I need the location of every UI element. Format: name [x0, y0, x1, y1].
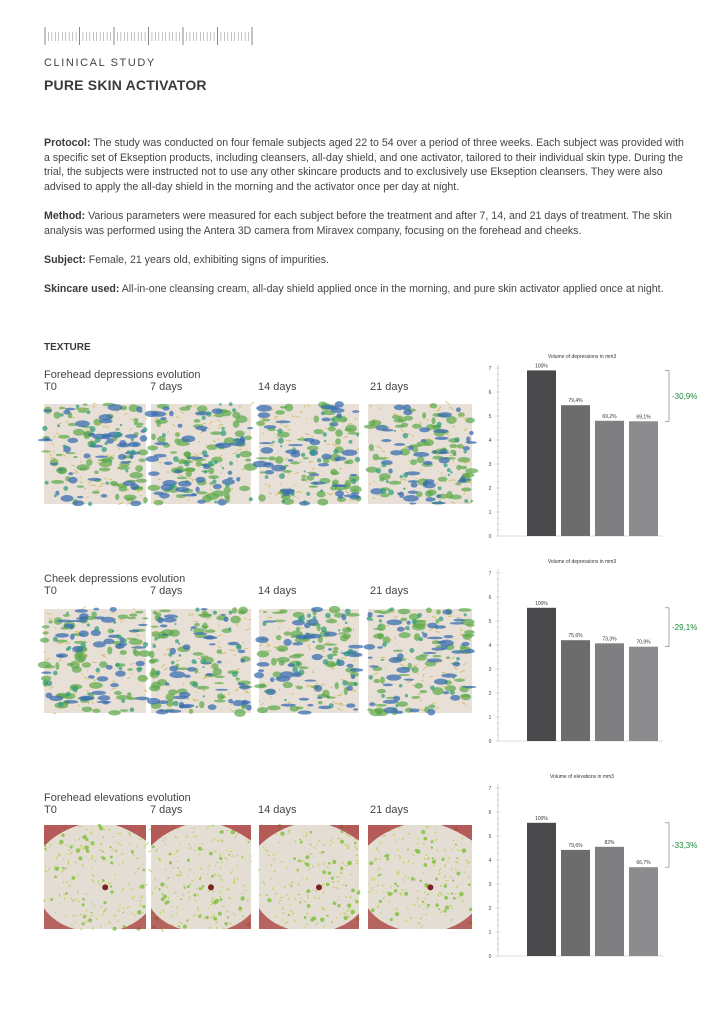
- y-tick-label: 4: [488, 437, 492, 444]
- time-label: 21 days: [370, 381, 409, 393]
- method-paragraph: Method: Various parameters were measured for each subject before the treatment and after 7, 14, and 21 days of treatment. The skin analysis was performed using the Antera 3D camera from Miravex company, focusing on the forehead and cheeks.: [44, 210, 672, 237]
- skin-scan-image: [151, 825, 251, 929]
- bar-chart-svg: [478, 350, 698, 540]
- bar-data-label: 69,2%: [602, 413, 617, 420]
- time-label: 14 days: [258, 381, 297, 393]
- bar-data-label: 79,6%: [568, 842, 583, 849]
- bar-data-label: 70,9%: [636, 639, 651, 646]
- bar: [561, 640, 590, 741]
- y-tick-label: 4: [488, 857, 492, 864]
- time-label: T0: [44, 381, 57, 393]
- bar: [527, 823, 556, 956]
- eyebrow-label: CLINICAL STUDY: [44, 57, 156, 69]
- bar-chart-svg: [478, 555, 698, 745]
- skin-scan-image: [259, 609, 359, 713]
- skin-scan-image: [259, 404, 359, 504]
- time-label: 7 days: [150, 381, 183, 393]
- forehead-elevations-block: [44, 792, 474, 818]
- time-label: 21 days: [370, 585, 409, 597]
- time-labels: [44, 381, 474, 395]
- chart-title: Volume of depressions in mm3: [547, 559, 617, 565]
- bar-data-label: 100%: [535, 815, 548, 822]
- protocol-paragraph: Protocol: The study was conducted on four female subjects aged 22 to 54 over a period of three weeks. Each subject was provided with a specific set of Ekseption products, including cleansers, all-day shield, and one activator, tailored to their individual skin type. During the trial, the subjects were instructed not to use any other skincare products and to exclusively use Ekseption cleansers. They were also advised to apply the all-day shield in the morning and the activator once per day at night.: [44, 137, 684, 193]
- section-title: TEXTURE: [44, 342, 91, 353]
- bar-data-label: 100%: [535, 600, 548, 607]
- y-tick-label: 5: [488, 833, 492, 840]
- time-label: 14 days: [258, 804, 297, 816]
- time-label: 7 days: [150, 585, 183, 597]
- bar: [595, 847, 624, 956]
- y-tick-label: 6: [488, 594, 492, 601]
- bar-data-label: 82%: [604, 839, 615, 846]
- bar: [595, 421, 624, 536]
- bar-data-label: 79,4%: [568, 398, 583, 405]
- block-title: Forehead elevations evolution: [44, 792, 191, 804]
- bar: [595, 643, 624, 741]
- time-label: 21 days: [370, 804, 409, 816]
- time-label: T0: [44, 804, 57, 816]
- y-tick-label: 2: [488, 485, 492, 492]
- y-tick-label: 1: [488, 509, 492, 516]
- change-bracket: [665, 823, 669, 867]
- y-tick-label: 1: [488, 929, 492, 936]
- forehead-depressions-block: [44, 369, 474, 395]
- bar: [629, 647, 658, 741]
- subject-paragraph: Subject: Female, 21 years old, exhibiting signs of impurities.: [44, 254, 329, 266]
- bar-data-label: 73,3%: [602, 636, 617, 643]
- chart-title: Volume of elevations in mm3: [550, 774, 614, 780]
- y-tick-label: 3: [488, 461, 492, 468]
- bar: [527, 608, 556, 741]
- y-tick-label: 7: [488, 365, 492, 372]
- skin-scan-image: [368, 825, 472, 929]
- thumbnail-row: [44, 609, 474, 713]
- bar-data-label: 66,7%: [636, 860, 651, 867]
- y-tick-label: 3: [488, 666, 492, 673]
- y-tick-label: 7: [488, 785, 492, 792]
- block-title: Cheek depressions evolution: [44, 573, 186, 585]
- bar-data-label: 100%: [535, 363, 548, 370]
- y-tick-label: 6: [488, 389, 492, 396]
- y-tick-label: 5: [488, 413, 492, 420]
- y-tick-label: 1: [488, 714, 492, 721]
- time-labels: [44, 804, 474, 818]
- bar-chart-svg: [478, 770, 698, 960]
- skin-scan-image: [368, 404, 472, 504]
- bar: [527, 370, 556, 536]
- change-label: -30,9%: [672, 391, 698, 401]
- y-tick-label: 0: [488, 953, 492, 960]
- change-label: -29,1%: [672, 623, 698, 633]
- y-tick-label: 2: [488, 905, 492, 912]
- bar-data-label: 75,6%: [568, 633, 583, 640]
- cheek-depressions-chart: [478, 555, 698, 745]
- y-tick-label: 0: [488, 533, 492, 540]
- y-tick-label: 2: [488, 690, 492, 697]
- y-tick-label: 5: [488, 618, 492, 625]
- y-tick-label: 6: [488, 809, 492, 816]
- y-tick-label: 3: [488, 881, 492, 888]
- page-title: PURE SKIN ACTIVATOR: [44, 77, 207, 93]
- bar-data-label: 69,1%: [636, 414, 651, 421]
- skin-scan-image: [151, 609, 251, 713]
- forehead-depressions-chart: [478, 350, 698, 540]
- time-label: 7 days: [150, 804, 183, 816]
- ruler-decoration: [44, 27, 254, 45]
- bar: [629, 421, 658, 536]
- change-bracket: [665, 608, 669, 647]
- skin-scan-image: [44, 404, 146, 504]
- change-label: -33,3%: [672, 841, 698, 850]
- skin-scan-image: [368, 609, 472, 713]
- bar: [561, 405, 590, 536]
- bar: [629, 867, 658, 956]
- skin-scan-image: [259, 825, 359, 929]
- bar: [561, 850, 590, 956]
- thumbnail-row: [44, 404, 474, 504]
- skin-scan-image: [151, 404, 251, 504]
- skin-scan-image: [44, 825, 146, 929]
- time-label: T0: [44, 585, 57, 597]
- y-tick-label: 7: [488, 570, 492, 577]
- skincare-paragraph: Skincare used: All-in-one cleansing cream, all-day shield applied once in the morning, and pure skin activator applied once at night.: [44, 283, 664, 295]
- y-tick-label: 0: [488, 738, 492, 745]
- time-labels: [44, 585, 474, 599]
- block-title: Forehead depressions evolution: [44, 369, 201, 381]
- cheek-depressions-block: [44, 573, 474, 599]
- forehead-elevations-chart: [478, 770, 698, 960]
- y-tick-label: 4: [488, 642, 492, 649]
- chart-title: Volume of depressions in mm3: [547, 354, 617, 360]
- skin-scan-image: [44, 609, 146, 713]
- thumbnail-row: [44, 825, 474, 929]
- time-label: 14 days: [258, 585, 297, 597]
- change-bracket: [665, 370, 669, 421]
